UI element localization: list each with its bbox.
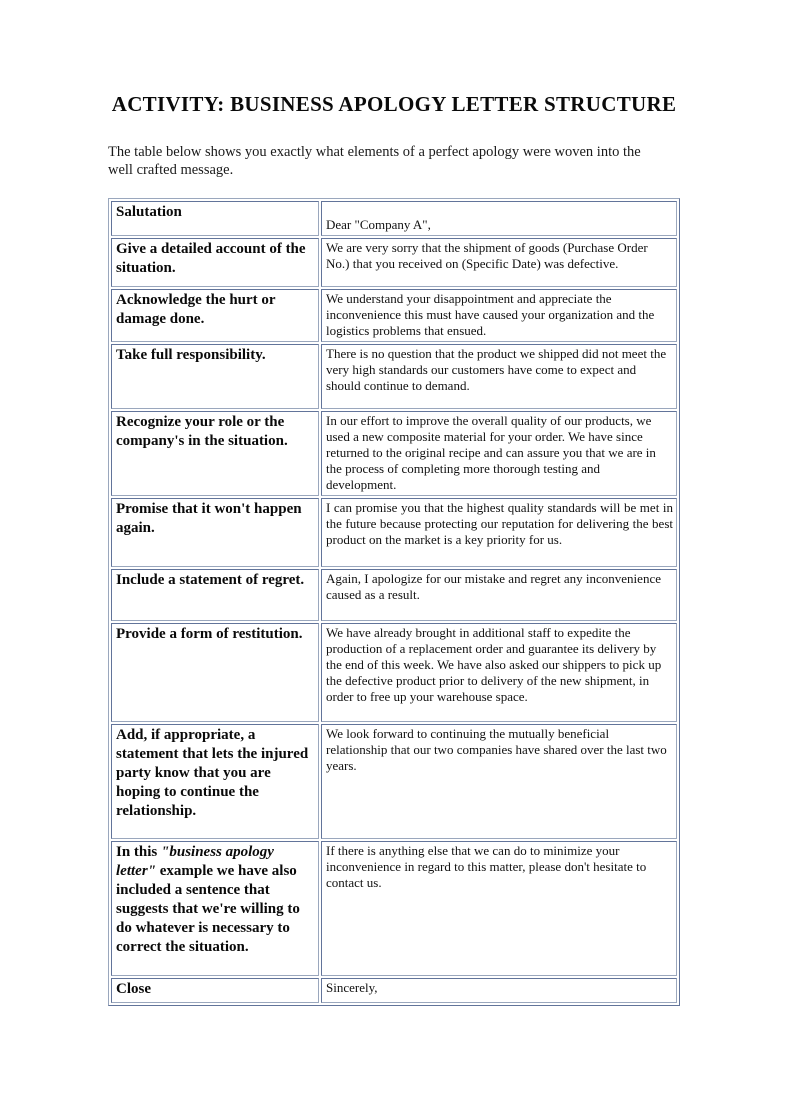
letter-text-cell	[321, 201, 677, 236]
apology-structure-table	[108, 198, 680, 1006]
element-label-cell	[111, 724, 319, 839]
letter-text-cell	[321, 344, 677, 409]
label-text: Recognize your role or the company's in the situation.	[116, 414, 288, 449]
label-text: Promise that it won't happen again.	[116, 501, 302, 536]
letter-text: Sincerely,	[326, 980, 378, 995]
element-label-cell	[111, 569, 319, 621]
letter-text-cell	[321, 569, 677, 621]
letter-text: Dear "Company A",	[326, 217, 431, 232]
label-text-part: "business apology letter"	[116, 844, 274, 879]
label-text-part: In this	[116, 844, 162, 860]
element-label-cell	[111, 841, 319, 976]
label-text: Add, if appropriate, a statement that lets the injured party know that you are hoping to continue the relationship.	[116, 727, 309, 819]
table-row	[111, 724, 677, 839]
element-label-cell	[111, 344, 319, 409]
letter-text: We are very sorry that the shipment of goods (Purchase Order No.) that you received on (Specific Date) was defective.	[326, 240, 648, 271]
letter-text: There is no question that the product we shipped did not meet the very high standards our customers have come to expect and should continue to demand.	[326, 346, 667, 393]
letter-text: We have already brought in additional staff to expedite the production of a replacement order and guarantee its delivery by the end of this week. We have also asked our shippers to pick up the defective product prior to delivery of the new shipment, in order to free up your warehouse space.	[326, 625, 662, 704]
label-text: Close	[116, 981, 151, 997]
table-row	[111, 623, 677, 722]
table-row	[111, 841, 677, 976]
label-text: Include a statement of regret.	[116, 572, 305, 588]
letter-text: I can promise you that the highest quality standards will be met in the future because protecting our reputation for delivering the best product on the market is a key priority for us.	[326, 500, 673, 547]
letter-text-cell	[321, 289, 677, 342]
label-text: Salutation	[116, 204, 182, 220]
element-label-cell	[111, 411, 319, 496]
letter-text: We understand your disappointment and appreciate the inconvenience this must have caused your organization and the logistics problems that ensued.	[326, 291, 655, 338]
table-row	[111, 238, 677, 287]
label-text-part: example we have also included a sentence that suggests that we're willing to do whatever is necessary to correct the situation.	[116, 863, 300, 955]
element-label-cell	[111, 623, 319, 722]
letter-text: Again, I apologize for our mistake and regret any inconvenience caused as a result.	[326, 571, 661, 602]
label-text: Give a detailed account of the situation.	[116, 241, 306, 276]
table-row	[111, 344, 677, 409]
table-row	[111, 289, 677, 342]
table-body	[111, 201, 677, 1003]
element-label-cell	[111, 498, 319, 567]
element-label-cell	[111, 201, 319, 236]
table-row	[111, 569, 677, 621]
table-row	[111, 498, 677, 567]
letter-text-cell	[321, 498, 677, 567]
intro-paragraph: The table below shows you exactly what elements of a perfect apology were woven into the well crafted message.	[108, 144, 641, 178]
letter-text-cell	[321, 841, 677, 976]
letter-text: We look forward to continuing the mutually beneficial relationship that our two companies have shared over the last two years.	[326, 726, 667, 773]
table-row	[111, 201, 677, 236]
table-row	[111, 978, 677, 1003]
label-text: Provide a form of restitution.	[116, 626, 303, 642]
element-label-cell	[111, 978, 319, 1003]
letter-text-cell	[321, 724, 677, 839]
label-text: Acknowledge the hurt or damage done.	[116, 292, 276, 327]
page-title: ACTIVITY: BUSINESS APOLOGY LETTER STRUCTURE	[111, 92, 677, 116]
letter-text-cell	[321, 238, 677, 287]
letter-text-cell	[321, 411, 677, 496]
element-label-cell	[111, 289, 319, 342]
letter-text-cell	[321, 978, 677, 1003]
table-row	[111, 411, 677, 496]
letter-text: In our effort to improve the overall quality of our products, we used a new composite material for your order. We have since returned to the original recipe and can assure you that we are in the process of completing more thorough testing and development.	[326, 413, 656, 492]
label-text: Take full responsibility.	[116, 347, 266, 363]
letter-text-cell	[321, 623, 677, 722]
element-label-cell	[111, 238, 319, 287]
letter-text: If there is anything else that we can do to minimize your inconvenience in regard to this matter, please don't hesitate to contact us.	[326, 843, 647, 890]
